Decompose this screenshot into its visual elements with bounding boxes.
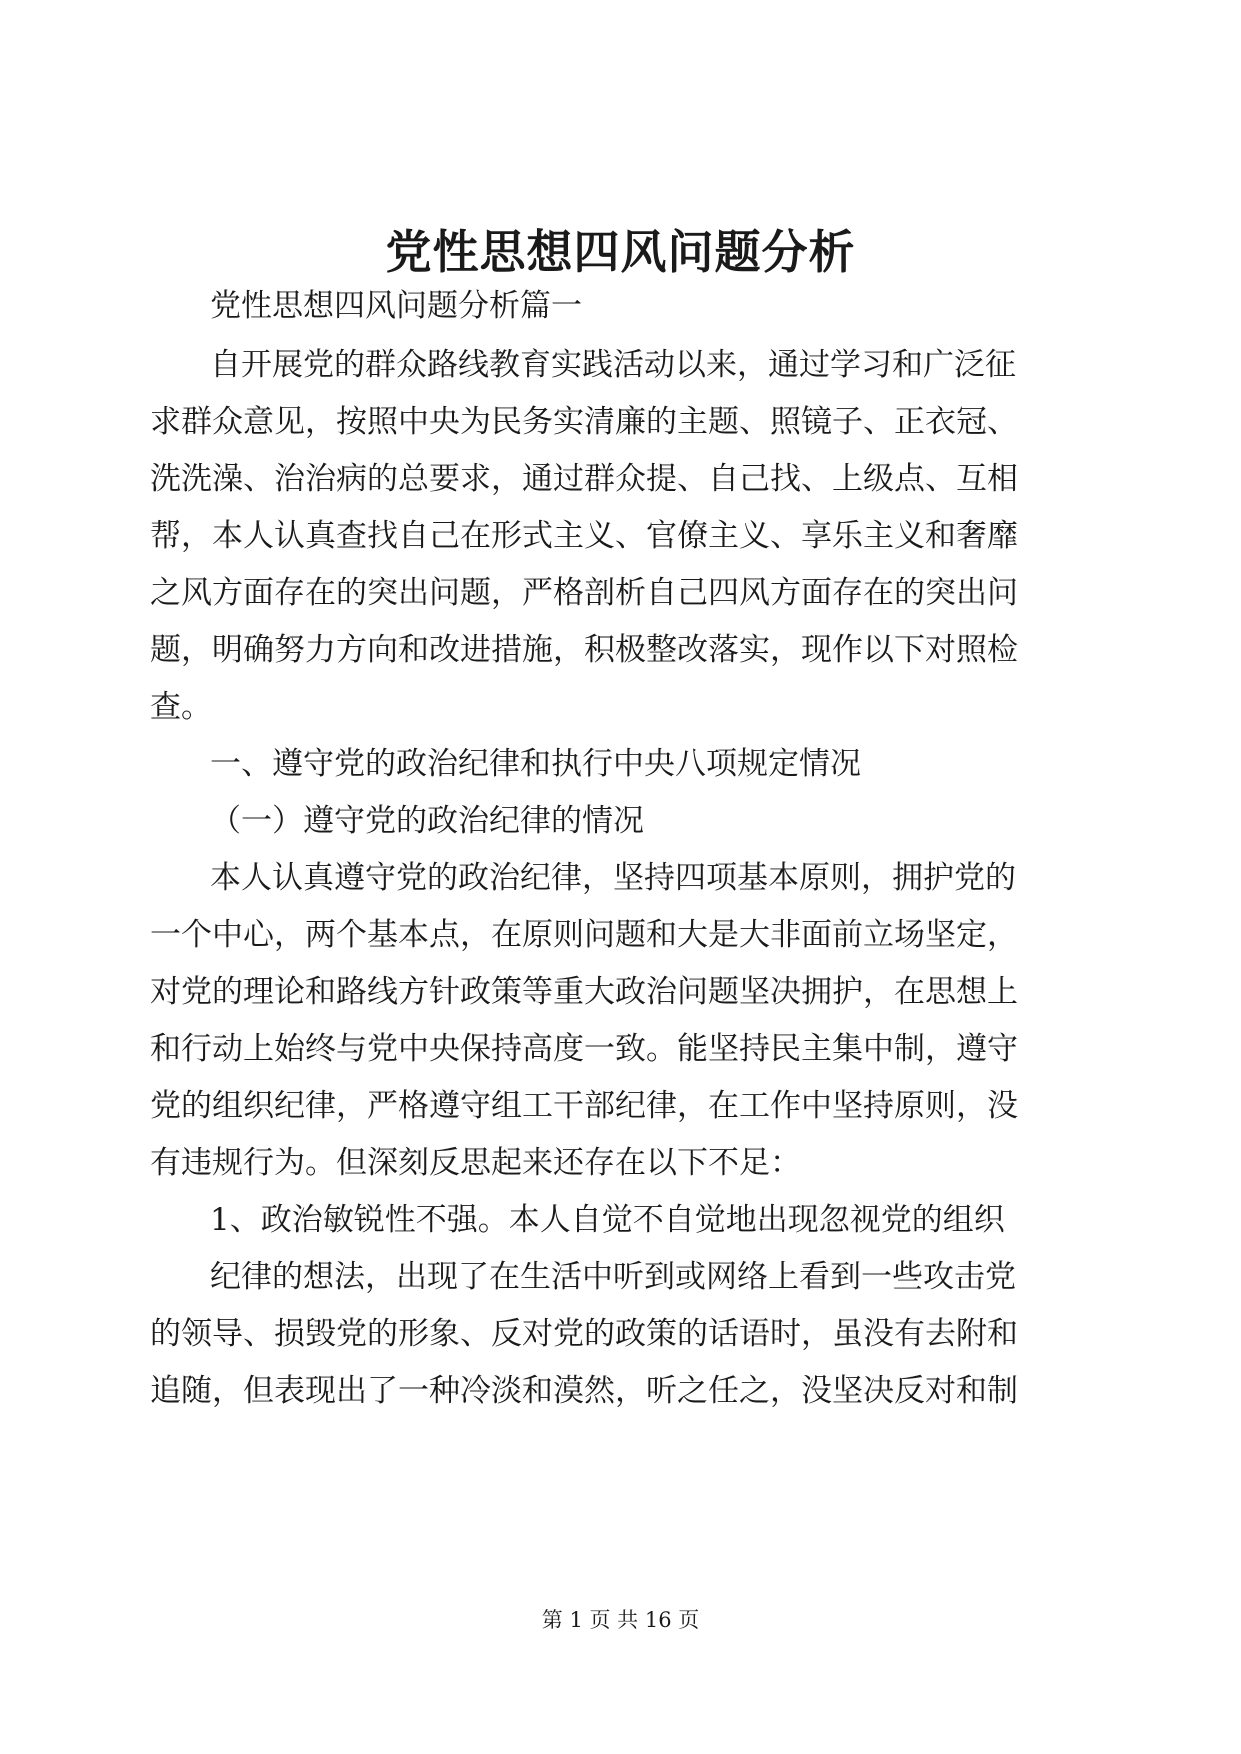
- paragraph-line: 本人认真遵守党的政治纪律，坚持四项基本原则，拥护党的: [210, 860, 1016, 896]
- paragraph-line: 对党的理论和路线方针政策等重大政治问题坚决拥护，在思想上: [150, 974, 1018, 1010]
- paragraph-line: 洗洗澡、治治病的总要求，通过群众提、自己找、上级点、互相: [150, 461, 1018, 497]
- paragraph-line: 和行动上始终与党中央保持高度一致。能坚持民主集中制，遵守: [150, 1031, 1018, 1067]
- paragraph-line: 有违规行为。但深刻反思起来还存在以下不足：: [150, 1145, 801, 1181]
- section-heading: 一、遵守党的政治纪律和执行中央八项规定情况: [210, 746, 861, 782]
- paragraph-line: 1、政治敏锐性不强。本人自觉不自觉地出现忽视党的组织: [210, 1202, 1005, 1238]
- section-heading: 党性思想四风问题分析篇一: [210, 288, 582, 324]
- paragraph-line: 追随，但表现出了一种冷淡和漠然，听之任之，没坚决反对和制: [150, 1373, 1018, 1409]
- paragraph-line: 求群众意见，按照中央为民务实清廉的主题、照镜子、正衣冠、: [150, 404, 1018, 440]
- page-number-footer: 第 1 页 共 16 页: [541, 1608, 700, 1632]
- paragraph-line: 题，明确努力方向和改进措施，积极整改落实，现作以下对照检: [150, 632, 1018, 668]
- document-title: 党性思想四风问题分析: [385, 225, 856, 279]
- paragraph-line: 纪律的想法，出现了在生活中听到或网络上看到一些攻击党: [210, 1259, 1016, 1295]
- paragraph-line: 查。: [150, 689, 212, 725]
- paragraph-line: 党的组织纪律，严格遵守组工干部纪律，在工作中坚持原则，没: [150, 1088, 1018, 1124]
- subsection-heading: （一）遵守党的政治纪律的情况: [210, 803, 644, 839]
- paragraph-line: 的领导、损毁党的形象、反对党的政策的话语时，虽没有去附和: [150, 1316, 1018, 1352]
- paragraph-line: 之风方面存在的突出问题，严格剖析自己四风方面存在的突出问: [150, 575, 1018, 611]
- paragraph-line: 自开展党的群众路线教育实践活动以来，通过学习和广泛征: [210, 347, 1016, 383]
- paragraph-line: 帮，本人认真查找自己在形式主义、官僚主义、享乐主义和奢靡: [150, 518, 1018, 554]
- paragraph-line: 一个中心，两个基本点，在原则问题和大是大非面前立场坚定，: [150, 917, 1018, 953]
